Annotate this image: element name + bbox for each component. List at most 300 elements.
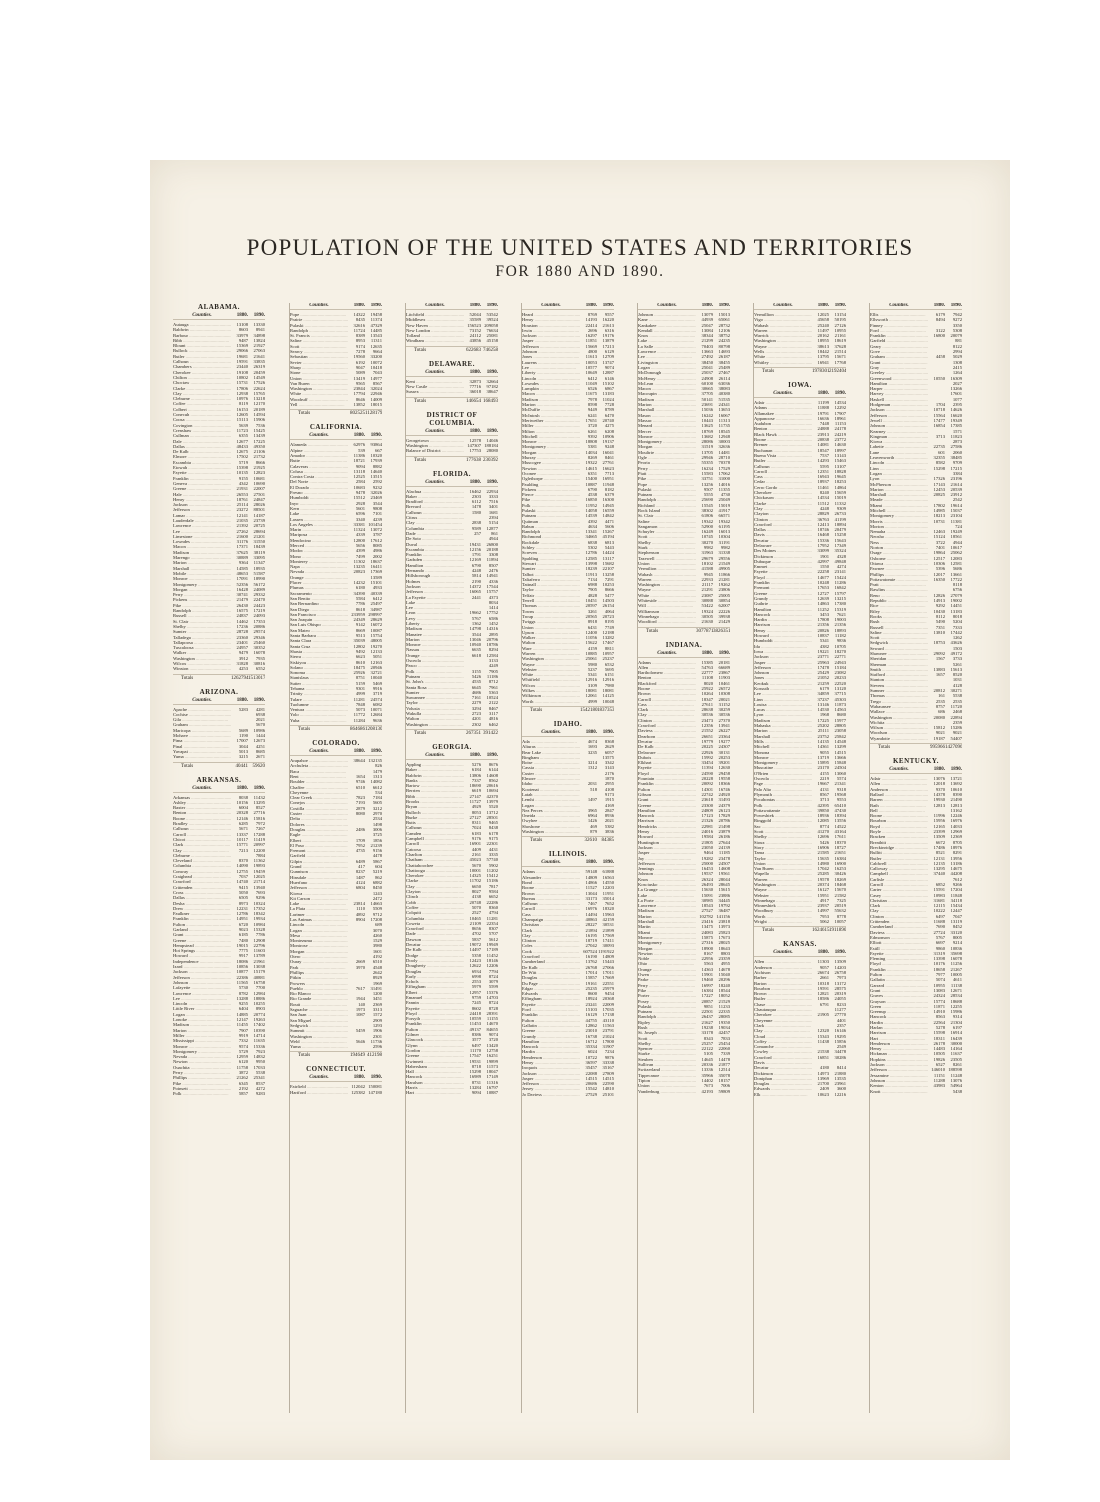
county-name: Chattahoochee ..... xyxy=(406,863,464,868)
county-name: Hamilton ..... xyxy=(406,563,464,568)
value-1880: 16297 xyxy=(585,333,597,339)
value-1880: 13509 xyxy=(933,834,945,840)
value-1880: 15895 xyxy=(817,760,829,766)
value-1880: 30888 xyxy=(701,598,713,604)
county-name: Pima ..... xyxy=(173,738,231,743)
value-1890: 8182 xyxy=(604,486,614,492)
county-name: Pike ..... xyxy=(173,603,231,608)
value-1880: 29946 xyxy=(701,455,713,461)
value-1880: 52900 xyxy=(701,523,713,529)
value-1880: 10222 xyxy=(933,908,945,914)
column-header xyxy=(754,950,846,957)
value-1880: 17042 xyxy=(817,866,829,872)
header-1880: 1880. xyxy=(933,303,945,308)
value-1880: 23401 xyxy=(236,639,248,645)
value-1880: 686 xyxy=(938,709,945,715)
value-1890: 12630 xyxy=(718,765,730,771)
county-name: Pottawattamie ..... xyxy=(754,808,812,813)
county-name: Marion ..... xyxy=(638,914,696,919)
value-1880: 7351 xyxy=(935,624,945,630)
value-1890: 9808 xyxy=(372,505,382,511)
header-1890: 1890. xyxy=(486,369,498,375)
county-name: Madison ..... xyxy=(638,908,696,913)
state-heading: KENTUCKY. xyxy=(892,757,940,766)
county-name: Chambers ..... xyxy=(173,364,231,369)
value-1880: 8618 xyxy=(355,606,365,612)
value-1890: 12984 xyxy=(253,990,265,996)
value-1890: 8527 xyxy=(255,805,265,811)
value-1880: 21259 xyxy=(817,680,829,686)
total-label: Totals xyxy=(298,1053,311,1059)
county-name: Sutter ..... xyxy=(290,681,348,686)
value-1890: 141156 xyxy=(716,913,730,919)
value-1880: 3215 xyxy=(238,754,248,760)
county-name: Jefferson ..... xyxy=(173,975,231,980)
value-1890: 5538 xyxy=(952,693,962,699)
value-1890: 4260 xyxy=(372,932,382,938)
value-1880: 1791 xyxy=(471,552,481,558)
county-name: Butts ..... xyxy=(406,820,464,825)
value-1890: 23879 xyxy=(718,829,730,835)
value-1890: 33200 xyxy=(370,354,382,360)
county-name: Conecuh ..... xyxy=(173,412,231,417)
county-name: Jasper ..... xyxy=(754,660,812,665)
county-name: Bell ..... xyxy=(870,808,928,813)
value-1890: 18961 xyxy=(834,415,846,421)
value-1890: 4471 xyxy=(604,518,614,524)
county-name: Brown ..... xyxy=(638,691,696,696)
value-1880: 15542 xyxy=(585,1086,597,1092)
value-1880: 6489 xyxy=(355,858,365,864)
value-1890: 15434 xyxy=(950,903,962,909)
county-name: Ada ..... xyxy=(522,739,580,744)
state-total xyxy=(173,762,265,770)
value-1880: 3294 xyxy=(471,705,481,711)
value-1890: 7652 xyxy=(604,901,614,907)
state-total xyxy=(522,706,614,714)
value-1880: 7480 xyxy=(238,937,248,943)
value-1880: 16976 xyxy=(585,906,597,912)
value-1880: 8669 xyxy=(355,627,365,633)
value-1890: 14864 xyxy=(834,484,846,490)
county-name: Washington ..... xyxy=(522,656,580,661)
county-name: Kossuth ..... xyxy=(754,686,812,691)
county-name: Jackson ..... xyxy=(522,1071,580,1076)
county-name: Bryan ..... xyxy=(406,804,464,809)
value-1890: 8685 xyxy=(255,748,265,754)
value-1890: 20319 xyxy=(834,991,846,997)
value-1890: 2021 xyxy=(604,818,614,824)
value-1890: 20021 xyxy=(718,696,730,702)
county-name: Crawford ..... xyxy=(522,954,580,959)
value-1890: 19458 xyxy=(370,312,382,317)
county-name: Alexander ..... xyxy=(522,875,580,880)
county-name: Montezuma ..... xyxy=(290,938,348,943)
county-name: Ringgold ..... xyxy=(754,818,812,823)
value-1890: 19350 xyxy=(718,1019,730,1025)
county-name: Pitkin ..... xyxy=(290,975,348,980)
county-name: Santa Cruz ..... xyxy=(290,644,348,649)
header-1890: 1890. xyxy=(602,303,614,308)
county-name: Columbia ..... xyxy=(173,863,231,868)
value-1890: 18146 xyxy=(486,957,498,963)
table-row xyxy=(638,1089,730,1094)
county-name: Barton ..... xyxy=(754,981,812,986)
value-1880: 6355 xyxy=(238,433,248,439)
county-name: Franklin ..... xyxy=(870,967,928,972)
county-name: Montrose ..... xyxy=(290,943,348,948)
value-1890: 28085 xyxy=(718,1014,730,1020)
value-1890: 4373 xyxy=(488,594,498,600)
value-1890: 2395 xyxy=(952,402,962,408)
value-1890: 11432 xyxy=(253,794,265,800)
county-name: Boone ..... xyxy=(870,813,928,818)
value-1890: 14663 xyxy=(370,901,382,907)
value-1890: 28732 xyxy=(718,322,730,328)
value-1880: 16997 xyxy=(701,982,713,988)
value-1890: 12133 xyxy=(370,648,382,654)
value-1880: 11952 xyxy=(585,502,597,508)
value-1880: 15298 xyxy=(469,1069,481,1075)
value-1880: 28728 xyxy=(236,629,248,635)
value-1880: 21700 xyxy=(817,1081,829,1087)
county-name: Knox ..... xyxy=(638,877,696,882)
county-name: Pickens ..... xyxy=(522,487,580,492)
county-name: Orange ..... xyxy=(638,967,696,972)
value-1890: 14832 xyxy=(253,1054,265,1060)
value-1890: 2122 xyxy=(488,700,498,706)
value-1890: 34445 xyxy=(718,897,730,903)
value-1880: 10983 xyxy=(933,892,945,898)
value-1890: 26572 xyxy=(718,686,730,691)
value-1890: 21429 xyxy=(718,619,730,625)
value-1890: 16253 xyxy=(834,866,846,872)
county-name: Dolores ..... xyxy=(290,822,348,827)
value-1890: 30816 xyxy=(253,661,265,666)
value-1890: 13282 xyxy=(602,635,614,641)
table-row xyxy=(406,722,498,727)
value-1880: 35334 xyxy=(585,1044,597,1050)
value-1880: 12146 xyxy=(236,815,248,821)
value-1890: 1571 xyxy=(952,428,962,434)
county-name: Clarke ..... xyxy=(406,878,464,883)
county-name: Fresno ..... xyxy=(290,490,348,495)
value-1890: 23082 xyxy=(834,670,846,676)
value-1880: 8269 xyxy=(587,455,597,461)
value-1890: 4064 xyxy=(604,608,614,614)
header-1880: 1880. xyxy=(353,1075,365,1081)
value-1880: 4342 xyxy=(238,480,248,486)
value-1880: 8370 xyxy=(238,858,248,864)
value-1890: 38485 xyxy=(950,455,962,461)
county-name: Smith ..... xyxy=(870,667,928,672)
value-1890: 9465 xyxy=(488,820,498,826)
value-1880: 28227 xyxy=(585,922,597,928)
value-1890: 38455 xyxy=(718,359,730,365)
county-name: Hopkins ..... xyxy=(870,1057,928,1062)
value-1880: 9478 xyxy=(355,490,365,496)
county-name: Gila ..... xyxy=(173,717,231,722)
value-1890: 10694 xyxy=(486,788,498,794)
value-1890: 15328 xyxy=(253,926,265,932)
value-1890: 18637 xyxy=(370,558,382,564)
county-name: Worth ..... xyxy=(522,699,580,704)
value-1890: 1414 xyxy=(488,605,498,611)
value-1890: 16251 xyxy=(486,1053,498,1059)
value-1880: 18658 xyxy=(933,966,945,972)
value-1890: 18468 xyxy=(834,881,846,887)
state-total xyxy=(406,729,498,737)
county-name: Campbell ..... xyxy=(406,836,464,841)
value-1880: 19342 xyxy=(701,518,713,524)
value-1880: 11302 xyxy=(353,558,365,564)
county-name: Harrison ..... xyxy=(638,818,696,823)
value-1880: 26674 xyxy=(817,969,829,975)
value-1880: 8904 xyxy=(355,916,365,922)
value-1890: 15463 xyxy=(834,458,846,464)
value-1890: 11873 xyxy=(834,701,846,707)
total-1890: 168493 xyxy=(483,398,498,404)
column-2 xyxy=(289,303,382,1413)
value-1890: 12635 xyxy=(370,343,382,349)
value-1890: 14941 xyxy=(486,573,498,579)
value-1880: 7193 xyxy=(355,800,365,806)
county-name: Wayne ..... xyxy=(754,887,812,892)
county-name: Towns ..... xyxy=(522,609,580,614)
value-1890: 12246 xyxy=(950,813,962,819)
county-name: Hardin ..... xyxy=(754,617,812,622)
county-name: Gray ..... xyxy=(870,365,928,370)
county-name: Macon ..... xyxy=(638,386,696,391)
value-1890: 15757 xyxy=(486,589,498,595)
value-1880: 5396 xyxy=(935,566,945,572)
value-1890: 12170 xyxy=(253,401,265,407)
value-1890: 9175 xyxy=(488,836,498,842)
value-1890: 17219 xyxy=(253,608,265,614)
value-1890: 7961 xyxy=(488,684,498,690)
value-1880: 9047 xyxy=(355,364,365,370)
county-name: Oglethorpe ..... xyxy=(522,476,580,481)
header-1890: 1890. xyxy=(370,749,382,755)
value-1880: 5050 xyxy=(238,889,248,895)
value-1890: 66571 xyxy=(718,513,730,519)
value-1880: 11252 xyxy=(817,606,829,612)
value-1890: 3333 xyxy=(488,493,498,499)
county-name: Madison ..... xyxy=(522,397,580,402)
county-name: Nemaha ..... xyxy=(870,529,928,534)
value-1880: 12025 xyxy=(817,312,829,317)
value-1880: 5426 xyxy=(471,673,481,679)
value-1890: 39938 xyxy=(718,613,730,619)
value-1880: 13719 xyxy=(817,754,829,760)
county-name: Cumberland ..... xyxy=(522,959,580,964)
county-name: Crawford ..... xyxy=(406,926,464,931)
county-name: Butler ..... xyxy=(754,996,812,1001)
value-1890: 20296 xyxy=(718,977,730,983)
value-1880: 16901 xyxy=(469,841,481,847)
value-1880: 18761 xyxy=(236,496,248,502)
value-1880: 30985 xyxy=(701,897,713,903)
state-total xyxy=(290,725,382,733)
value-1890: 17467 xyxy=(602,640,614,646)
value-1880: 6185 xyxy=(238,932,248,938)
county-name: Jefferson ..... xyxy=(290,885,348,890)
value-1880: 9449 xyxy=(587,407,597,413)
county-name: Logan ..... xyxy=(870,471,928,476)
value-1890: 18320 xyxy=(602,906,614,912)
county-name: Hendricks ..... xyxy=(638,824,696,829)
county-name: Rio Blanco ..... xyxy=(290,991,348,996)
value-1880: 4674 xyxy=(587,738,597,744)
value-1890: 17611 xyxy=(834,834,846,840)
value-1880: 233959 xyxy=(351,611,365,617)
county-name: Tehama ..... xyxy=(290,686,348,691)
county-name: Fulton ..... xyxy=(870,972,928,977)
header-1880: 1880. xyxy=(469,752,481,758)
value-1890: 13661 xyxy=(950,571,962,577)
value-1890: 21613 xyxy=(602,322,614,328)
column-header xyxy=(870,303,962,310)
value-1880: 19584 xyxy=(701,834,713,840)
value-1880: 5159 xyxy=(355,680,365,686)
county-name: La Plata ..... xyxy=(290,906,348,911)
total-1880: 40441 xyxy=(235,763,248,769)
column-header xyxy=(522,303,614,310)
value-1890: 27586 xyxy=(950,444,962,450)
value-1890: 16842 xyxy=(834,585,846,591)
value-1880: 36018 xyxy=(469,389,481,395)
value-1880: 14951 xyxy=(236,916,248,922)
value-1880: 23416 xyxy=(701,919,713,925)
value-1890: 15258 xyxy=(834,532,846,538)
value-1890: 5867 xyxy=(372,858,382,864)
value-1880: 8774 xyxy=(819,823,829,829)
county-name: Jasper ..... xyxy=(522,338,580,343)
total-1880: 802525 xyxy=(350,411,365,417)
total-1890: 230392 xyxy=(483,457,498,463)
value-1890: 101454 xyxy=(368,521,382,527)
value-1890: 21304 xyxy=(950,1019,962,1025)
value-1890: 188598 xyxy=(948,1067,962,1073)
value-1880: 19578 xyxy=(817,876,829,882)
value-1880: 8602 xyxy=(471,1005,481,1011)
county-name: Alpine ..... xyxy=(290,448,348,453)
county-name: Clark ..... xyxy=(173,842,231,847)
county-name: Fremont ..... xyxy=(290,848,348,853)
county-name: Jefferson ..... xyxy=(754,665,812,670)
value-1880: 15336 xyxy=(817,537,829,543)
value-1890: 19277 xyxy=(718,738,730,744)
value-1880: 12463 xyxy=(933,529,945,535)
value-1880: 21805 xyxy=(701,839,713,845)
value-1880: 35589 xyxy=(469,317,481,323)
value-1890: 20181 xyxy=(718,659,730,665)
county-name: Piatt ..... xyxy=(638,471,696,476)
value-1880: 21630 xyxy=(701,619,713,625)
value-1880: 7337 xyxy=(471,777,481,783)
value-1880: 17802 xyxy=(933,502,945,508)
value-1880: 23300 xyxy=(701,802,713,808)
county-name: Greene ..... xyxy=(522,1028,580,1033)
value-1890: 16041 xyxy=(602,449,614,455)
value-1880: 4201 xyxy=(471,716,481,722)
value-1890: 10906 xyxy=(602,433,614,439)
value-1890: 40380 xyxy=(718,391,730,397)
value-1880: 18769 xyxy=(701,428,713,434)
value-1880: 9917 xyxy=(238,953,248,959)
value-1890: 13117 xyxy=(602,555,614,561)
value-1890: 20723 xyxy=(602,613,614,619)
county-name: Warren ..... xyxy=(754,877,812,882)
county-name: Rock Island ..... xyxy=(638,508,696,513)
county-name: Craighead ..... xyxy=(173,874,231,879)
value-1890: 28080 xyxy=(486,448,498,454)
value-1890: 54407 xyxy=(950,735,962,741)
value-1880: 26493 xyxy=(701,881,713,887)
county-name: Morgan ..... xyxy=(522,450,580,455)
value-1880: 19431 xyxy=(469,541,481,547)
value-1890: 63036 xyxy=(718,380,730,386)
value-1890: 43164 xyxy=(834,829,846,835)
value-1880: 12517 xyxy=(933,555,945,561)
county-name: Orange ..... xyxy=(290,575,348,580)
value-1880: 19791 xyxy=(817,410,829,416)
county-name: Bartholomew ..... xyxy=(638,670,696,675)
value-1890: 18886 xyxy=(253,995,265,1001)
value-1880: 8027 xyxy=(471,889,481,895)
value-1880: 1497 xyxy=(587,797,597,803)
value-1880: 31519 xyxy=(701,444,713,450)
county-name: Suwannee ..... xyxy=(406,695,464,700)
value-1890: 8360 xyxy=(488,904,498,910)
county-name: Habersham ..... xyxy=(406,1064,464,1069)
value-1880: 4159 xyxy=(587,645,597,651)
county-name: Labette ..... xyxy=(870,444,928,449)
county-name: Kendall ..... xyxy=(638,328,696,333)
table-columns xyxy=(173,303,983,1423)
value-1880: 8656 xyxy=(471,926,481,932)
value-1890: 18394 xyxy=(834,813,846,819)
value-1890: 14187 xyxy=(253,512,265,518)
value-1880: 8240 xyxy=(819,490,829,496)
value-1890: 22771 xyxy=(834,654,846,660)
total-1880: 1624615 xyxy=(812,928,830,934)
county-name: Jefferson ..... xyxy=(173,507,231,512)
value-1880: 4735 xyxy=(355,848,365,854)
value-1890: 51587 xyxy=(253,570,265,576)
value-1880: 13118 xyxy=(353,468,365,474)
county-name: McPherson ..... xyxy=(870,482,928,487)
value-1890: 8680 xyxy=(836,712,846,718)
value-1880: 12938 xyxy=(236,390,248,396)
county-name: Republic ..... xyxy=(870,598,928,603)
county-name: Pulaski ..... xyxy=(290,323,348,328)
county-name: Davis ..... xyxy=(754,532,812,537)
county-name: Tulare ..... xyxy=(290,697,348,702)
value-1880: 21479 xyxy=(236,597,248,603)
value-1880: 16065 xyxy=(469,589,481,595)
value-1890: 7339 xyxy=(720,1051,730,1057)
value-1880: 25111 xyxy=(817,728,829,734)
value-1890: 23469 xyxy=(370,495,382,501)
value-1890: 48005 xyxy=(370,638,382,644)
county-name: Buchanan ..... xyxy=(754,448,812,453)
header-1890: 1890. xyxy=(486,752,498,758)
value-1880: 417 xyxy=(358,864,365,870)
county-name: Reno ..... xyxy=(870,593,928,598)
value-1890: 11735 xyxy=(718,423,730,429)
county-name: Bracken ..... xyxy=(870,834,928,839)
